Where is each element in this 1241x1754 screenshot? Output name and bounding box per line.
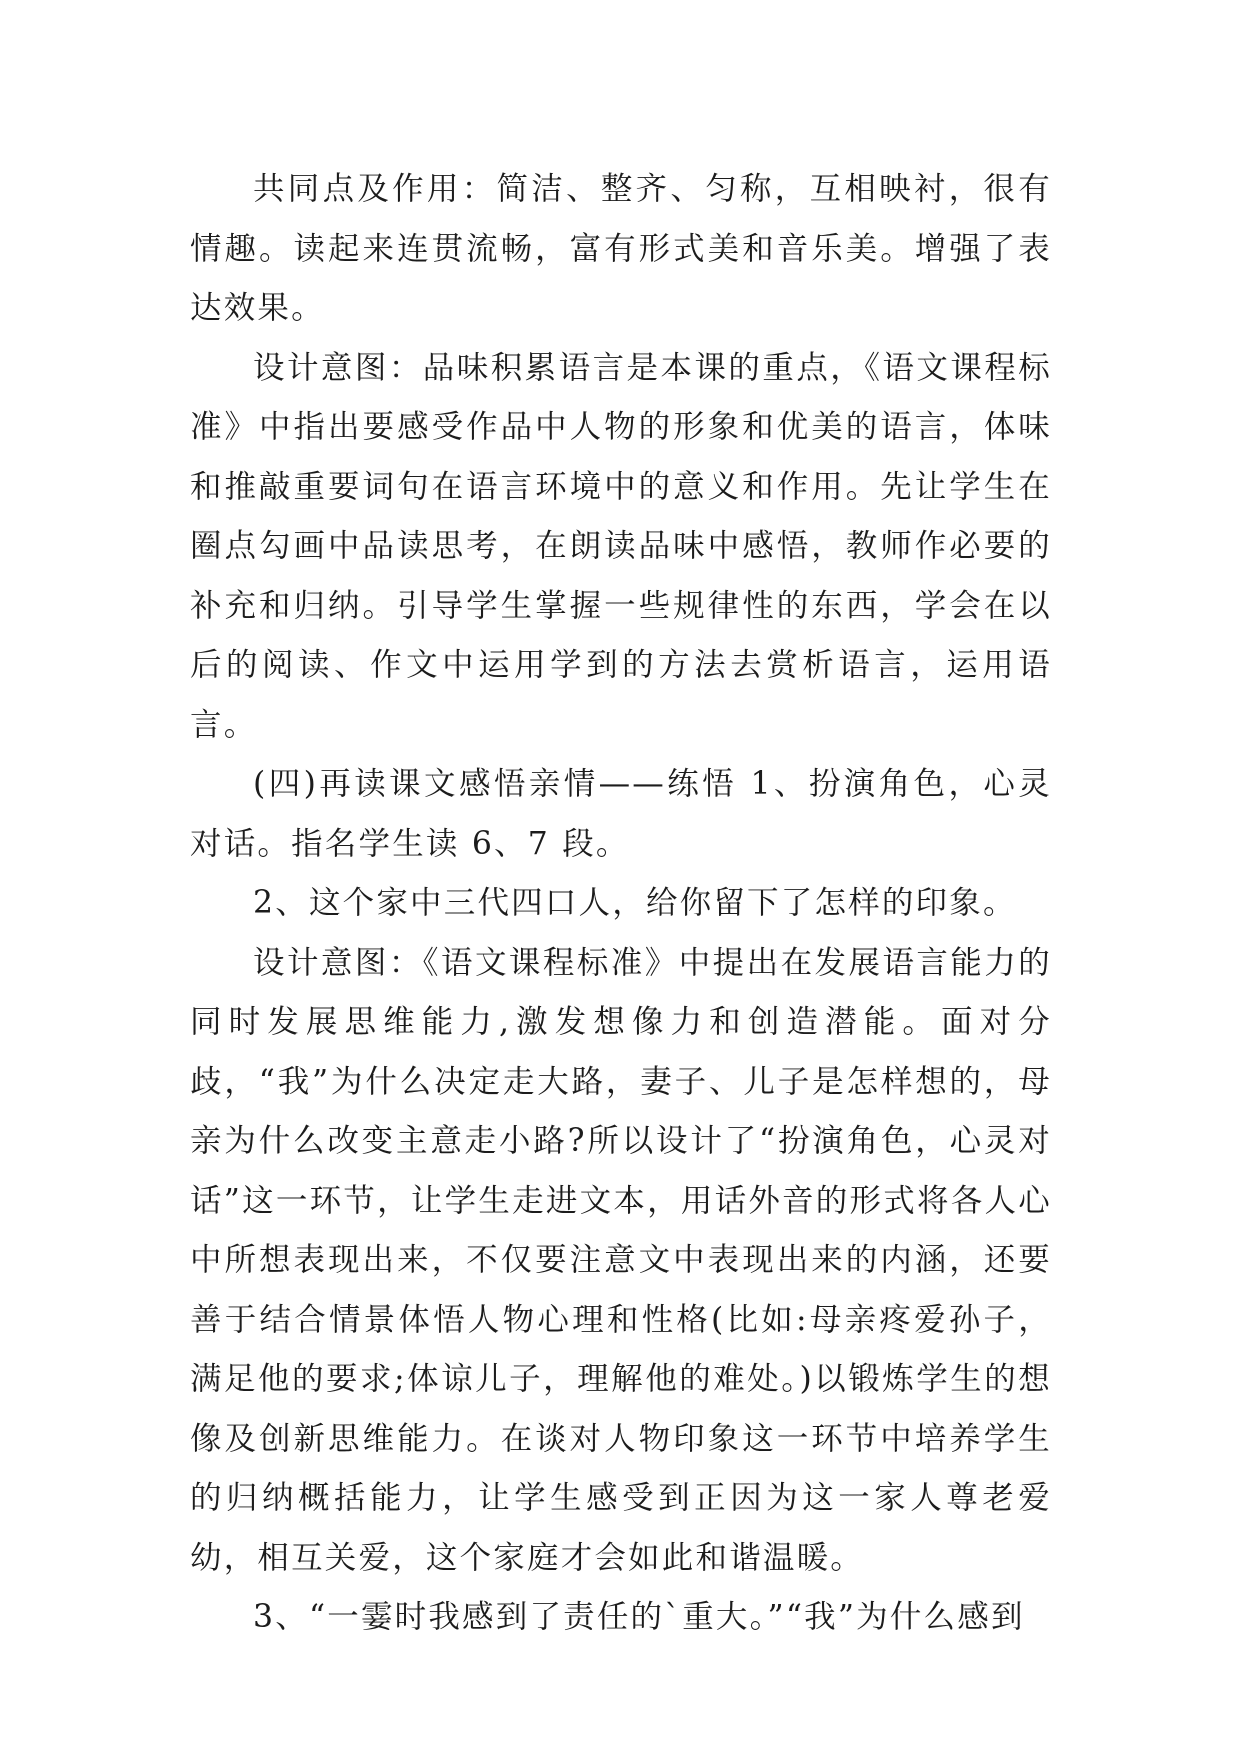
paragraph-design-intent-thinking: 设计意图：《语文课程标准》中提出在发展语言能力的同时发展思维能力,激发想像力和创造潜能。面对分歧，“我”为什么决定走大路，妻子、儿子是怎样想的，母亲为什么改变主意走小路?所以设计了“扮演角色，心灵对话”这一环节，让学生走进文本，用话外音的形式将各人心中所想表现出来，不仅要注意文中表现出来的内涵，还要善于结合情景体悟人物心理和性格(比如:母亲疼爱孙子，满足他的要求;体谅儿子，理解他的难处。)以锻炼学生的想像及创新思维能力。在谈对人物印象这一环节中培养学生的归纳概括能力，让学生感受到正因为这一家人尊老爱幼，相互关爱，这个家庭才会如此和谐温暖。 — [190, 944, 1052, 1576]
paragraph-design-intent-language: 设计意图：品味积累语言是本课的重点，《语文课程标准》中指出要感受作品中人物的形象和优美的语言，体味和推敲重要词句在语言环境中的意义和作用。先让学生在圈点勾画中品读思考，在朗读品味中感悟，教师作必要的补充和归纳。引导学生掌握一些规律性的东西，学会在以后的阅读、作文中运用学到的方法去赏析语言，运用语言。 — [190, 349, 1052, 743]
paragraph-responsibility-question: 3、“一霎时我感到了责任的`重大。”“我”为什么感到 — [253, 1599, 1025, 1635]
paragraph-family-impression: 2、这个家中三代四口人，给你留下了怎样的印象。 — [253, 885, 1017, 921]
document-body — [190, 160, 1052, 1648]
paragraph-common-points: 共同点及作用：简洁、整齐、匀称，互相映衬，很有情趣。读起来连贯流畅，富有形式美和音乐美。增强了表达效果。 — [190, 171, 1052, 326]
paragraph-section-four: (四)再读课文感悟亲情——练悟 1、扮演角色，心灵对话。指名学生读 6、7 段。 — [190, 766, 1052, 862]
